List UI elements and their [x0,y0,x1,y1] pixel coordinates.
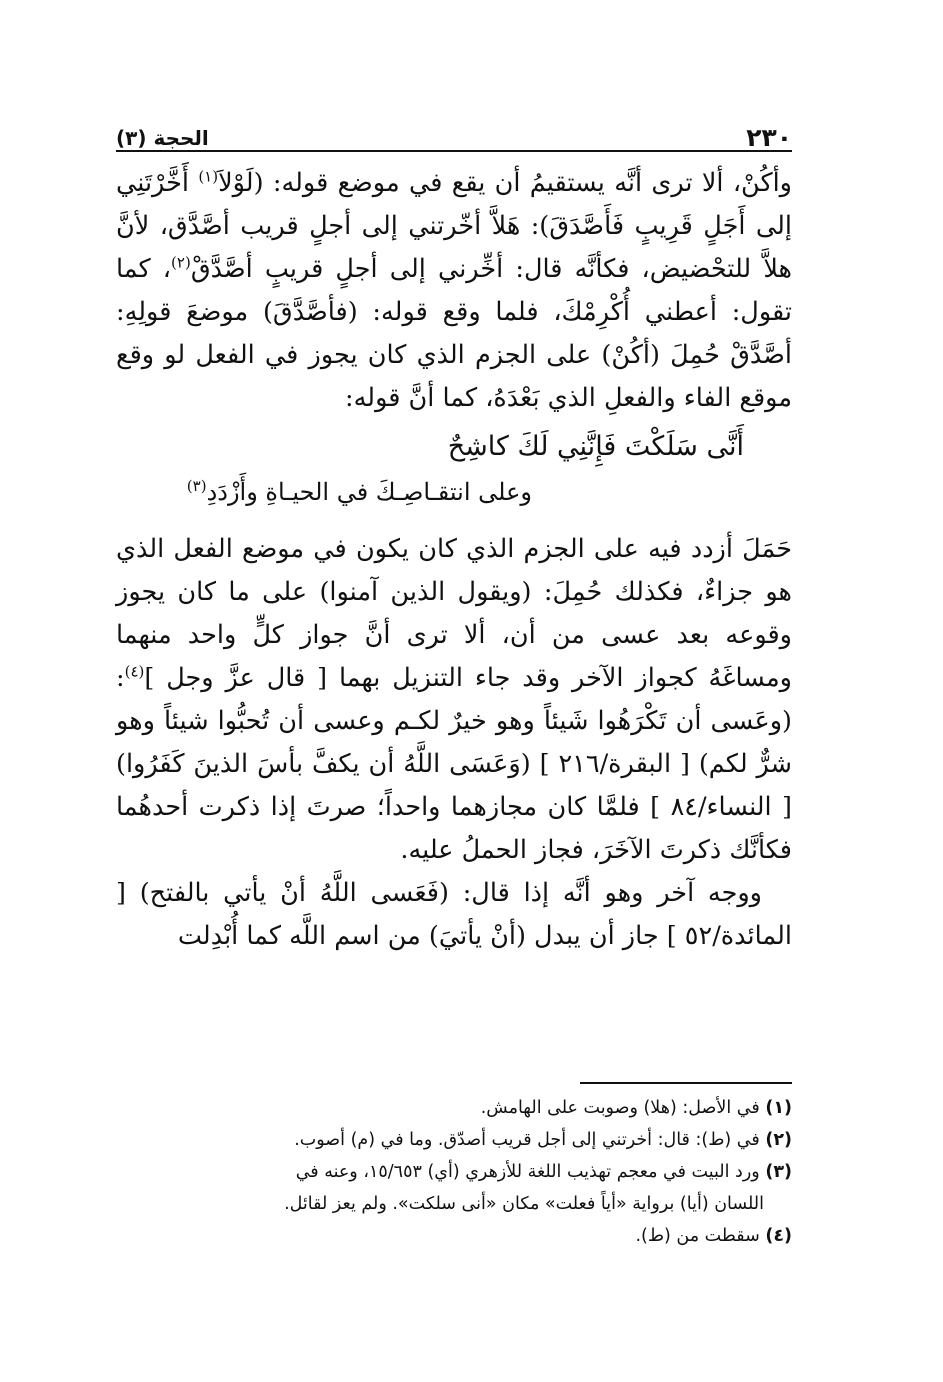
paragraph-3: ووجه آخر وهو أنَّه إذا قال: (فَعَسى اللَّهُ أنْ يأتي بالفتح) [ المائدة/٥٢ ] جاز أن يبدل (أنْ يأتيَ) من اسم اللَّه كما أُبْدِلت [116,878,792,951]
page-header [116,116,792,152]
paragraph-1-part-b: أَخَّرْتَنِي إلى أَجَلٍ قَرِيبٍ فَأَصَّدَقَ): هَلاَّ أخّرتني إلى أجلٍ قريب أصَّدَّق، لأنَّ هلاَّ للتحْضيض، فكأنَّه قال: أخِّرني إلى أجلٍ قريبٍ أصَّدَّقْ [116,168,792,284]
footnote-number: (٢) [765,1130,792,1150]
footnote-1 [116,1092,792,1124]
paragraph-2-part-b: : (وعَسى أن تَكْرَهُوا شَيئاً وهو خيرٌ لكـم وعسى أن تُحبُّوا شيئاً وهو شرٌّ لكم) [ البقرة/٢١٦ ] (وَعَسَى اللَّهُ أن يكفَّ بأسَ الذينَ كَفَرُوا) [ النساء/٨٤ ] فلمَّا كان مجازهما واحداً؛ صرتَ إذا ذكرت أحدهُما فكأنَّك ذكرتَ الآخَرَ، فجاز الحملُ عليه. [116,663,792,865]
paragraph-1 [116,162,792,420]
page-number: ٢٣٠ [746,123,792,152]
footnote-3 [116,1156,792,1188]
footnote-text: في (ط): قال: أخرتني إلى أجل قريب أصدّق. وما في (م) أصوب. [294,1130,760,1150]
footnote-ref-2: (٢) [171,253,191,272]
footnote-text: في الأصل: (هلا) وصوبت على الهامش. [480,1098,760,1118]
verse-line-1: أَنَّى سَلَكْتَ فَإِنَّنِي لَكَ كاشِحٌ [447,431,744,462]
footnotes [116,1092,792,1252]
footnote-ref-4: (٤) [124,662,145,681]
verse-line-2-text: وعلى انتقـاصِـكَ في الحيـاةِ وأَزْدَدِ [206,478,532,506]
running-title: الحجة (٣) [116,126,209,150]
poetry-verse [116,424,792,514]
footnote-3-continued: اللسان (أيا) برواية «أياً فعلت» مكان «أنى سلكت». ولم يعز لقائل. [284,1194,764,1214]
footnote-ref-1: (١) [198,167,219,186]
footnote-4 [116,1220,792,1252]
header-divider [116,150,792,152]
paragraph-1-part-a: وأكُنْ، ألا ترى أنَّه يستقيمُ أن يقع في موضع قوله: (لَوْلاَ [218,168,792,198]
footnote-ref-3: (٣) [186,477,207,495]
main-text [116,162,792,958]
footnote-number: (١) [765,1098,792,1118]
footnote-number: (٣) [765,1162,792,1182]
verse-line-2 [116,470,792,514]
footnote-2 [116,1124,792,1156]
footnote-text: ورد البيت في معجم تهذيب اللغة للأزهري (أي) ١٥/٦٥٣، وعنه في [295,1162,760,1182]
paragraph-2-part-a: حَمَلَ أزدد فيه على الجزم الذي كان يكون في موضع الفعل الذي هو جزاءٌ، فكذلك حُمِلَ: (ويقول الذين آمنوا) على ما كان يجوز وقوعه بعد عسى من أن، ألا ترى أنَّ جواز كلٍّ واحد منهما ومساغَهُ كجواز الآخر وقد جاء التنزيل بهما [ قال عزَّ وجل ] [116,534,792,693]
footnote-number: (٤) [765,1226,792,1246]
footnote-divider [580,1082,792,1084]
footnote-text: سقطت من (ط). [635,1226,760,1246]
paragraph-1-part-c: ، كما تقول: أعطني أُكْرِمْكَ، فلما وقع قوله: (فأصَّدَّقَ) موضعَ قولِهِ: أصَّدَّقْ حُمِلَ (أكُنْ) على الجزم الذي كان يجوز في الفعل لو وقع موقع الفاء والفعلِ الذي بَعْدَهُ، كما أنَّ قوله: [116,254,792,413]
paragraph-2 [116,528,792,872]
